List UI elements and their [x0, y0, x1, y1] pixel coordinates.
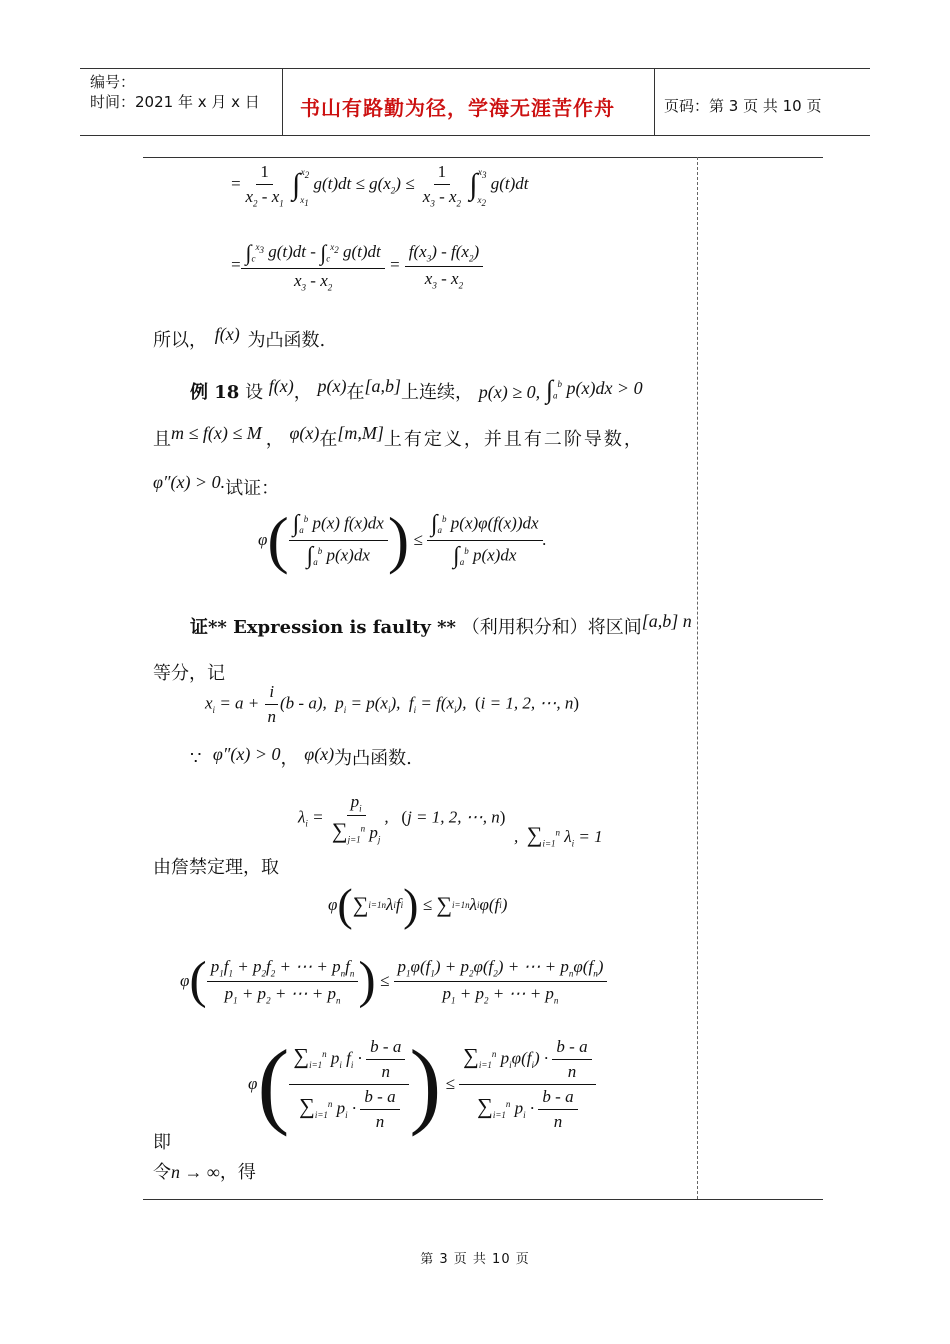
ex-prove: 试证： — [225, 478, 280, 499]
motto: 书山有路勤为径，学海无涯苦作舟 — [300, 96, 615, 120]
proof-method: （利用积分和）将区间 — [461, 617, 642, 638]
phi-condition-line — [153, 474, 279, 500]
ex-and: 且 — [153, 429, 171, 450]
phi-x: φ(x) — [304, 744, 335, 764]
weighted-inequality: φ ( $\frac{p_1f_1 + p_2f_2 + \cdots + p_nf_n}{p_1 + p_2 + \cdots + p_n}$ ) ≤ $\frac{p_1\varphi(f_1) + p_2\varphi(f_2) + \cdots + p_n\varphi(f_n)}{p_1 + p_2 + \cdots + p_n}$ — [180, 955, 607, 1007]
conclusion-line — [153, 326, 325, 352]
riemann-sum-inequality: φ ( $\sum_{i=1}^n$ $p_i$ $f_i$ · $\frac{b - a}{n}$ $\sum_{i=1}^n$ $p_i$ · $\frac{b - a}{n}$ ) ≤ $\sum_{i=1}^n$ $p_i\varphi(f_i)$ · $\frac{b - a}{n}$ $\sum_{i=1}^n$ $p_i$ · $\frac{b - a}{n}$ — [248, 1036, 596, 1132]
partition-definition: $x_i = a$ + $\frac{i}{n}$ (b - a), $p_i = p(x_i)$, $f_i = f(x_i)$, (i = 1, 2, ⋯, n) — [205, 682, 580, 726]
is-convex: 为凸函数. — [334, 748, 412, 769]
condition-line: 且m ≤ f(x) ≤ M ， φ(x)在[m,M]上有定义，并且有二阶导数， — [153, 423, 644, 450]
ji-text: 即 — [153, 1132, 171, 1153]
equation-1: = $\frac{1}{x_2 - x_1}$ $\int_{x_1}^{x_2}$ $g(t)dt \le g(x_2)$ ≤ $\frac{1}{x_3 - x_2}$ $\int_{x_2}^{x_3}$ g(t)dt — [230, 162, 529, 209]
margin-dashed-line — [697, 157, 698, 1199]
example-label: 例 18 — [190, 382, 240, 403]
ex-defined: 上有定义，并且有二阶导数， — [383, 429, 644, 450]
ex-continuous: 上连续， — [401, 382, 474, 403]
footer-page-number: 第 3 页 共 10 页 — [420, 1252, 530, 1267]
ex-px: p(x) — [317, 376, 347, 396]
header-divider-2 — [654, 68, 655, 135]
lambda-definition: $\lambda_i$ = $\frac{p_i}{\sum_{j=1}^n p_j}$ , (j = 1, 2, ⋯, n) — [298, 792, 506, 845]
jensen-inequality: φ ( ∑ i=1 n λ i f i ) ≤ ∑ i=1 n λ i φ(f i ) — [328, 879, 508, 930]
conclusion-fx: f(x) — [214, 324, 240, 344]
proof-interval: [a,b] n — [641, 611, 692, 631]
proof-equal: 等分，记 — [153, 663, 225, 684]
body-bottom-rule — [143, 1199, 823, 1200]
proof-label: 证** Expression is faulty ** — [190, 617, 456, 638]
because-symbol: ∵ — [190, 748, 202, 769]
inequality-to-prove: φ ( $\frac{\int_a^b p(x) f(x)dx}{\int_a^b p(x)dx}$ ) ≤ $\frac{\int_a^b p(x)\varphi(f(x))dx}{\int_a^b p(x)dx}$ . — [258, 504, 547, 575]
example-18-line: 例 18 设 f(x)， p(x)在[a,b]上连续， p(x) ≥ 0, $\int_a^b$ p(x)dx > 0 — [190, 374, 643, 404]
time-label: 时间：2021 年 x 月 x 日 — [90, 93, 260, 111]
limit-line — [153, 1158, 256, 1184]
limit-get: ，得 — [219, 1162, 256, 1183]
number-label: 编号： — [90, 73, 136, 91]
body-top-rule — [143, 157, 823, 158]
lambda-sum: , $\sum_{i=1}^n$ $\lambda_i = 1$ — [514, 822, 603, 849]
example-intro: 设 — [245, 382, 264, 403]
ex-phi-cond: φ″(x) > 0. — [153, 472, 226, 492]
jensen-text: 由詹禁定理，取 — [153, 857, 279, 878]
proof-line — [190, 613, 692, 639]
phi-dd: φ″(x) > 0 — [212, 744, 281, 764]
limit-prefix: 令 — [153, 1162, 171, 1183]
equation-2: = $\frac{\int_c^{x_3} g(t)dt - \int_c^{x_2} g(t)dt}{x_3 - x_2}$ = $\frac{f(x_3) - f(x_2)}{x_3 - x_2}$ — [230, 240, 483, 292]
header-bottom-rule — [80, 135, 870, 136]
because-line: ∵ φ″(x) > 0， φ(x)为凸函数. — [190, 744, 412, 769]
header-divider-1 — [282, 68, 283, 135]
ex-interval: [a,b] — [364, 376, 402, 396]
ex-bound: m ≤ f(x) ≤ M — [171, 423, 262, 443]
ex-interval2: [m,M] — [337, 423, 384, 443]
limit-expr: n → ∞ — [171, 1162, 220, 1182]
header-top-rule — [80, 68, 870, 69]
conclusion-prefix: 所以， — [153, 330, 207, 351]
ex-on2: 在 — [319, 429, 338, 450]
conclusion-suffix: 为凸函数. — [247, 330, 326, 351]
ex-cond: p(x) ≥ 0, — [478, 382, 541, 402]
ex-phi: φ(x) — [289, 423, 320, 443]
ex-on: 在 — [346, 382, 365, 403]
page-label: 页码：第 3 页 共 10 页 — [664, 97, 822, 115]
ex-fx: f(x) — [268, 376, 294, 396]
